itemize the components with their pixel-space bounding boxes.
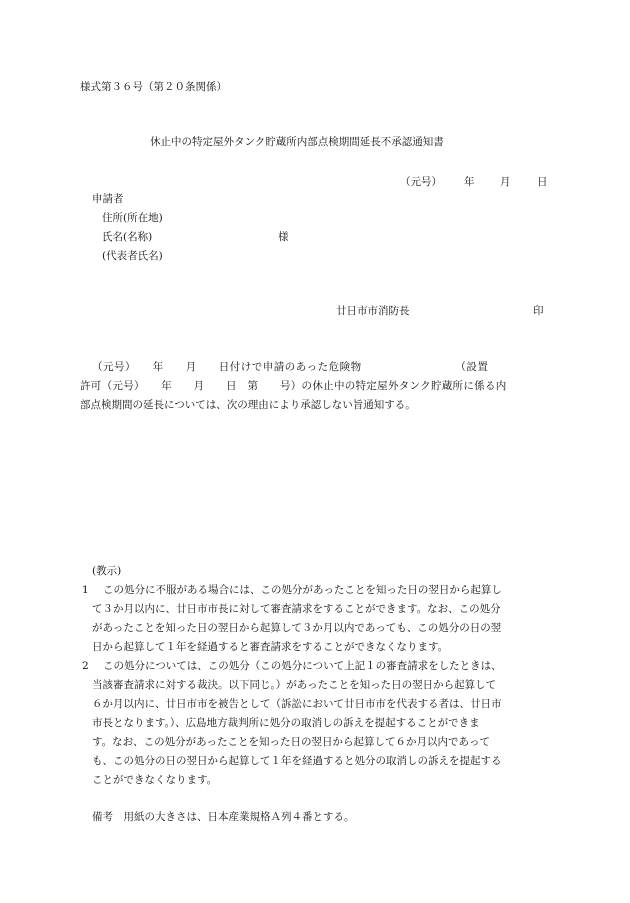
date-era: （元号） [400,176,442,188]
notice-item2-line-6: も、この処分の日の翌日から起算して１年を経過すると処分の取消しの訴えを提起する [92,755,502,767]
notice-item2-number: 2 [82,660,89,672]
page-title: 休止中の特定屋外タンク貯蔵所内部点検期間延長不承認通知書 [150,136,444,148]
applicant-label: 申請者 [92,193,124,205]
body-line-1: （元号） 年 月 日付けで申請のあった危険物 （設置 [92,361,489,373]
applicant-name: 氏名(名称) [102,231,153,243]
date-day: 日 [537,176,548,188]
date-month: 月 [500,176,511,188]
applicant-representative: (代表者氏名) [102,250,163,262]
issuer-name: 廿日市市消防長 [336,305,410,317]
notice-item2-line-1: この処分については、この処分（この処分について上記１の審査請求をしたときは、 [103,660,502,672]
applicant-honorific: 様 [278,231,289,243]
form-number: 様式第３６号（第２０条関係） [80,81,227,93]
body-line-3: 部点検期間の延長については、次の理由により承認しない旨通知する。 [80,399,416,411]
notice-item1-line-1: この処分に不服がある場合には、この処分があったことを知った日の翌日から起算し [103,584,502,596]
notice-item1-line-4: 日から起算して１年を経過すると審査請求をすることができなくなります。 [92,641,449,653]
notice-item1-line-3: があったことを知った日の翌日から起算して３か月以内であっても、この処分の日の翌 [92,622,502,634]
body-line-2: 許可（元号） 年 月 日 第 号）の休止中の特定屋外タンク貯蔵所に係る内 [80,380,507,392]
applicant-address: 住所(所在地) [102,212,163,224]
notice-item2-line-7: ことができなくなります。 [92,774,218,786]
notice-item2-line-3: ６か月以内に、廿日市市を被告として（訴訟において廿日市市を代表する者は、廿日市 [92,698,502,710]
notice-item2-line-2: 当該審査請求に対する裁決。以下同じ。）があったことを知った日の翌日から起算して [92,679,497,691]
remarks: 備考 用紙の大きさは、日本産業規格Ａ列４番とする。 [92,811,355,823]
notice-item2-line-5: す。なお、この処分があったことを知った日の翌日から起算して６か月以内であって [92,736,490,748]
notice-item1-line-2: て３か月以内に、廿日市市長に対して審査請求をすることができます。なお、この処分 [92,603,501,615]
notice-item2-line-4: 市長となります。）、広島地方裁判所に処分の取消しの訴えを提起することができま [92,717,480,729]
notice-item1-number: 1 [82,584,89,596]
date-year: 年 [464,176,475,188]
issuer-seal: 印 [533,305,544,317]
notice-heading: (教示) [92,565,122,577]
